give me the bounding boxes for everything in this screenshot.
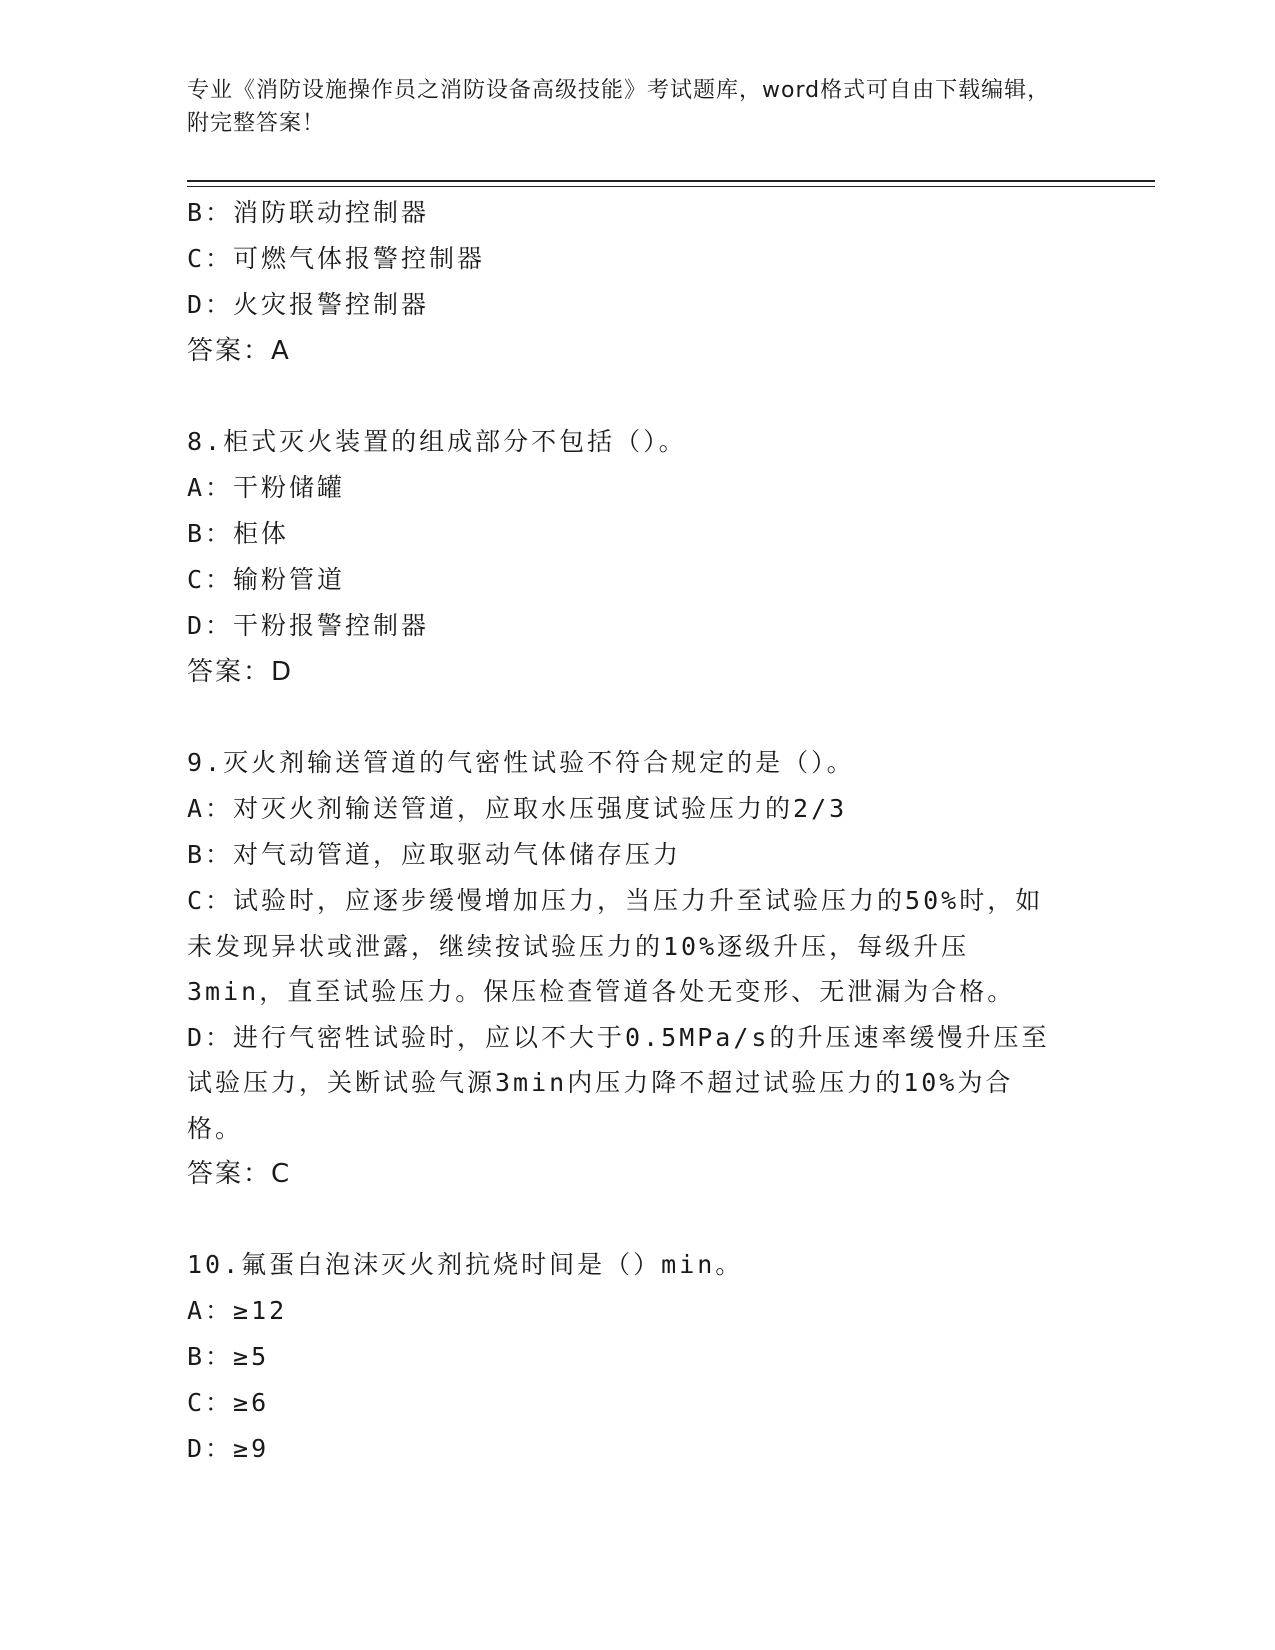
q7-option-b: B：消防联动控制器 bbox=[187, 198, 430, 227]
header-divider-thin bbox=[187, 186, 1155, 187]
q9-option-d: D：进行气密牲试验时，应以不大于0.5MPa/s的升压速率缓慢升压至试验压力，关断试验气源3min内压力降不超过试验压力的10%为合格。 bbox=[187, 1022, 1050, 1143]
q10-option-b: B：≥5 bbox=[187, 1342, 270, 1371]
spacer bbox=[187, 1197, 1067, 1242]
q8-option-d: D：干粉报警控制器 bbox=[187, 611, 430, 640]
q10-question: 10.氟蛋白泡沫灭火剂抗烧时间是（）min。 bbox=[187, 1250, 744, 1279]
q9-question: 9.灭火剂输送管道的气密性试验不符合规定的是（）。 bbox=[187, 748, 855, 777]
q8-answer: 答案：D bbox=[187, 657, 294, 687]
q8-question: 8.柜式灭火装置的组成部分不包括（）。 bbox=[187, 427, 687, 456]
spacer bbox=[187, 695, 1067, 740]
q9-option-c: C：试验时，应逐步缓慢增加压力，当压力升至试验压力的50%时，如未发现异状或泄露，继续按试验压力的10%逐级升压，每级升压3min，直至试验压力。保压检查管道各处无变形、无泄漏为合格。 bbox=[187, 886, 1044, 1006]
spacer bbox=[187, 374, 1067, 419]
q9-answer: 答案：C bbox=[187, 1159, 292, 1189]
q7-option-d: D：火灾报警控制器 bbox=[187, 290, 430, 319]
document-header: 专业《消防设施操作员之消防设备高级技能》考试题库，word格式可自由下载编辑，附完整答案！ bbox=[187, 78, 1051, 136]
q7-option-c: C：可燃气体报警控制器 bbox=[187, 244, 486, 273]
q10-option-a: A：≥12 bbox=[187, 1296, 288, 1325]
q7-answer: 答案：A bbox=[187, 336, 291, 366]
q8-option-a: A：干粉储罐 bbox=[187, 473, 346, 502]
q9-option-b: B：对气动管道，应取驱动气体储存压力 bbox=[187, 840, 682, 869]
q8-option-c: C：输粉管道 bbox=[187, 565, 346, 594]
q9-option-a: A：对灭火剂输送管道，应取水压强度试验压力的2/3 bbox=[187, 794, 848, 823]
question-content bbox=[187, 190, 1067, 1472]
q10-option-d: D：≥9 bbox=[187, 1434, 270, 1463]
q8-option-b: B：柜体 bbox=[187, 519, 290, 548]
header-divider-thick bbox=[187, 180, 1155, 182]
q10-option-c: C：≥6 bbox=[187, 1388, 270, 1417]
